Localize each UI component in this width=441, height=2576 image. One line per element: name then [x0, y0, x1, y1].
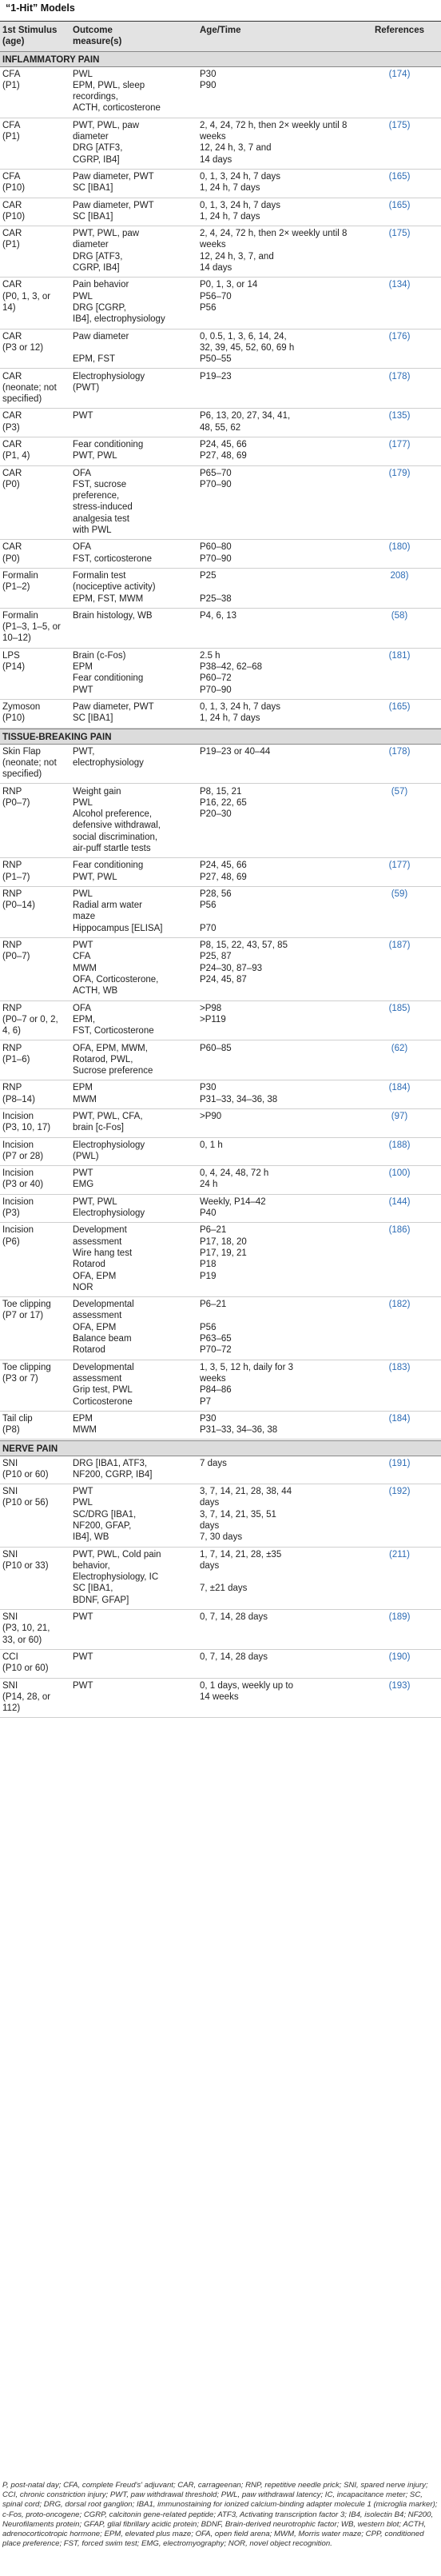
reference-link[interactable]: (177) — [388, 861, 411, 871]
reference-link[interactable]: (135) — [388, 411, 411, 421]
outcome-cell: Paw diameter, PWT SC [IBA1] — [73, 702, 154, 724]
stimulus-cell: SNI (P10 or 60) — [2, 1458, 49, 1480]
outcome-cell: PWT PWL SC/DRG [IBA1, NF200, GFAP, IB4], WB — [73, 1487, 137, 1543]
reference-link[interactable]: (193) — [388, 1680, 411, 1691]
table-row — [0, 226, 441, 278]
stimulus-cell: CAR (P0) — [2, 468, 22, 489]
stimulus-cell: CFA (P10) — [2, 172, 26, 194]
table-row — [0, 369, 441, 409]
table-row — [0, 329, 441, 369]
stimulus-cell: LPS (P14) — [2, 650, 26, 673]
reference-link[interactable]: (180) — [388, 542, 411, 553]
table-row — [0, 1297, 441, 1360]
reference-link[interactable]: (175) — [388, 229, 411, 239]
outcome-cell: Weight gain PWL Alcohol preference, defensive withdrawal, social discrimination, air-puff startle tests — [73, 786, 161, 853]
table-row — [0, 1456, 441, 1485]
stimulus-cell: Incision (P3) — [2, 1196, 34, 1219]
table-row — [0, 409, 441, 437]
table-row — [0, 1548, 441, 1611]
column-header: 1st Stimulus (age) — [2, 26, 58, 47]
reference-link[interactable]: (178) — [388, 746, 411, 757]
age-time-cell: P60–85 — [200, 1043, 232, 1053]
reference-link[interactable]: (185) — [388, 1003, 411, 1013]
age-time-cell: P30 P90 — [200, 69, 217, 90]
stimulus-cell: CAR (P10) — [2, 200, 26, 222]
age-time-cell: 0, 1 h — [200, 1140, 223, 1150]
table-row — [0, 887, 441, 938]
table-row — [0, 1412, 441, 1440]
age-time-cell: P6, 13, 20, 27, 34, 41, 48, 55, 62 — [200, 411, 291, 433]
stimulus-cell: RNP (P1–7) — [2, 861, 30, 882]
age-time-cell: 1, 7, 14, 21, 28, ±35 days 7, ±21 days — [200, 1549, 282, 1594]
age-time-cell: P8, 15, 21 P16, 22, 65 P20–30 — [200, 786, 247, 820]
reference-link[interactable]: (62) — [391, 1043, 408, 1053]
outcome-cell: Brain (c-Fos) EPM Fear conditioning PWT — [73, 650, 144, 695]
age-time-cell: 0, 1 days, weekly up to 14 weeks — [200, 1680, 293, 1702]
reference-link[interactable]: (190) — [388, 1652, 411, 1662]
age-time-cell: 3, 7, 14, 21, 28, 38, 44 days 3, 7, 14, 21, 35, 51 days 7, 30 days — [200, 1487, 292, 1543]
age-time-cell: P25 P25–38 — [200, 571, 232, 604]
outcome-cell: EPM MWM — [73, 1083, 97, 1104]
stimulus-cell: RNP (P0–7) — [2, 786, 30, 808]
reference-link[interactable]: (97) — [391, 1112, 408, 1121]
reference-link[interactable]: (57) — [391, 786, 408, 797]
age-time-cell: P65–70 P70–90 — [200, 468, 232, 489]
table-row — [0, 569, 441, 609]
outcome-cell: OFA FST, corticosterone — [73, 542, 153, 564]
stimulus-cell: Incision (P3 or 40) — [2, 1168, 44, 1190]
table-row — [0, 938, 441, 1001]
outcome-cell: OFA FST, sucrose preference, stress-induced analgesia test with PWL — [73, 468, 133, 536]
outcome-cell: Paw diameter, PWT SC [IBA1] — [73, 172, 154, 194]
stimulus-cell: Toe clipping (P7 or 17) — [2, 1300, 51, 1321]
age-time-cell: 1, 3, 5, 12 h, daily for 3 weeks P84–86 P7 — [200, 1362, 293, 1407]
stimulus-cell: CAR (neonate; not specified) — [2, 371, 57, 405]
column-header: Age/Time — [200, 26, 241, 35]
table-row — [0, 1679, 441, 1719]
table-row — [0, 1001, 441, 1041]
table-row — [0, 785, 441, 859]
stimulus-cell: CAR (P3 or 12) — [2, 331, 44, 353]
reference-link[interactable]: (189) — [388, 1612, 411, 1623]
reference-link[interactable]: (58) — [391, 610, 408, 621]
table-row — [0, 540, 441, 569]
outcome-cell: Developmental assessment Grip test, PWL Corticosterone — [73, 1362, 134, 1407]
stimulus-cell: SNI (P14, 28, or 112) — [2, 1680, 51, 1714]
outcome-cell: PWT — [73, 1652, 93, 1662]
outcome-cell: PWT — [73, 1680, 93, 1691]
age-time-cell: P28, 56 P56 P70 — [200, 889, 232, 933]
section-label: INFLAMMATORY PAIN — [2, 54, 100, 65]
age-time-cell: >P98 >P119 — [200, 1003, 226, 1024]
stimulus-cell: CAR (P1) — [2, 229, 22, 250]
stimulus-cell: Formalin (P1–3, 1–5, or 10–12) — [2, 610, 61, 644]
age-time-cell: P19–23 or 40–44 — [200, 746, 271, 757]
reference-link[interactable]: (134) — [388, 280, 411, 290]
stimulus-cell: CFA (P1) — [2, 120, 21, 142]
table-row — [0, 278, 441, 329]
section-label: NERVE PAIN — [2, 1444, 58, 1454]
age-time-cell: 2.5 h P38–42, 62–68 P60–72 P70–90 — [200, 650, 263, 695]
outcome-cell: DRG [IBA1, ATF3, NF200, CGRP, IB4] — [73, 1458, 153, 1480]
reference-link[interactable]: (192) — [388, 1487, 411, 1497]
stimulus-cell: RNP (P1–6) — [2, 1043, 30, 1064]
table-row — [0, 700, 441, 729]
stimulus-cell: Incision (P6) — [2, 1225, 34, 1247]
stimulus-cell: CAR (P1, 4) — [2, 440, 30, 461]
outcome-cell: PWL Radial arm water maze Hippocampus [ELISA] — [73, 889, 163, 933]
reference-link[interactable]: (59) — [391, 889, 408, 899]
outcome-cell: OFA, EPM, MWM, Rotarod, PWL, Sucrose preference — [73, 1043, 153, 1076]
outcome-cell: PWT CFA MWM OFA, Corticosterone, ACTH, WB — [73, 941, 159, 996]
age-time-cell: P19–23 — [200, 371, 232, 381]
outcome-cell: OFA EPM, FST, Corticosterone — [73, 1003, 154, 1036]
age-time-cell: P8, 15, 22, 43, 57, 85 P25, 87 P24–30, 87–93 P24, 45, 87 — [200, 941, 288, 984]
outcome-cell: Brain histology, WB — [73, 610, 153, 621]
section-header — [0, 729, 441, 745]
age-time-cell: P0, 1, 3, or 14 P56–70 P56 — [200, 280, 258, 313]
age-time-cell: P4, 6, 13 — [200, 610, 237, 621]
outcome-cell: Formalin test (nociceptive activity) EPM, FST, MWM — [73, 571, 156, 604]
reference-link[interactable]: (165) — [388, 200, 411, 210]
table-row — [0, 609, 441, 649]
section-header — [0, 51, 441, 67]
reference-link[interactable]: 208) — [390, 571, 409, 581]
stimulus-cell: Formalin (P1–2) — [2, 571, 38, 593]
outcome-cell: Development assessment Wire hang test Rotarod OFA, EPM NOR — [73, 1225, 133, 1292]
age-time-cell: >P90 — [200, 1112, 222, 1121]
table-row — [0, 1041, 441, 1081]
outcome-cell: PWT, PWL, CFA, brain [c-Fos] — [73, 1112, 143, 1133]
reference-link[interactable]: (182) — [388, 1300, 411, 1310]
section-header — [0, 1440, 441, 1456]
outcome-cell: Fear conditioning PWT, PWL — [73, 861, 144, 882]
stimulus-cell: Toe clipping (P3 or 7) — [2, 1362, 51, 1384]
table-row — [0, 118, 441, 170]
table-row — [0, 1166, 441, 1195]
outcome-cell: PWL EPM, PWL, sleep recordings, ACTH, corticosterone — [73, 69, 161, 114]
outcome-cell: PWT — [73, 411, 93, 421]
table-row — [0, 437, 441, 466]
outcome-cell: PWT, PWL, paw diameter DRG [ATF3, CGRP, IB4] — [73, 120, 140, 165]
outcome-cell: PWT, PWL, paw diameter DRG [ATF3, CGRP, IB4] — [73, 229, 140, 274]
stimulus-cell: RNP (P0–7 or 0, 2, 4, 6) — [2, 1003, 58, 1036]
age-time-cell: 0, 7, 14, 28 days — [200, 1612, 268, 1623]
stimulus-cell: RNP (P0–7) — [2, 941, 30, 962]
reference-link[interactable]: (184) — [388, 1413, 411, 1424]
models-table — [0, 21, 441, 1719]
age-time-cell: 0, 0.5, 1, 3, 6, 14, 24, 32, 39, 45, 52, 60, 69 h P50–55 — [200, 331, 295, 365]
age-time-cell: P6–21 P17, 18, 20 P17, 19, 21 P18 P19 — [200, 1225, 247, 1281]
age-time-cell: P24, 45, 66 P27, 48, 69 — [200, 861, 247, 882]
stimulus-cell: CCI (P10 or 60) — [2, 1652, 49, 1674]
age-time-cell: 0, 1, 3, 24 h, 7 days 1, 24 h, 7 days — [200, 172, 281, 194]
column-header: Outcome measure(s) — [73, 26, 122, 47]
outcome-cell: Fear conditioning PWT, PWL — [73, 440, 144, 461]
stimulus-cell: Tail clip (P8) — [2, 1413, 33, 1436]
outcome-cell: Developmental assessment OFA, EPM Balance beam Rotarod — [73, 1300, 134, 1356]
table-row — [0, 1610, 441, 1650]
reference-link[interactable]: (183) — [388, 1362, 411, 1372]
table-row — [0, 649, 441, 700]
stimulus-cell: Incision (P7 or 28) — [2, 1140, 44, 1161]
table-row — [0, 1223, 441, 1297]
stimulus-cell: CFA (P1) — [2, 69, 21, 90]
table-row — [0, 198, 441, 227]
table-row — [0, 1195, 441, 1224]
outcome-cell: PWT EMG — [73, 1168, 94, 1190]
table-row — [0, 858, 441, 887]
reference-link[interactable]: (175) — [388, 120, 411, 130]
outcome-cell: Paw diameter EPM, FST — [73, 331, 129, 365]
table-row — [0, 1080, 441, 1109]
age-time-cell: 0, 1, 3, 24 h, 7 days 1, 24 h, 7 days — [200, 702, 281, 724]
table-row — [0, 1109, 441, 1138]
outcome-cell: Electrophysiology (PWT) — [73, 371, 145, 393]
outcome-cell: EPM MWM — [73, 1413, 97, 1436]
age-time-cell: 2, 4, 24, 72 h, then 2× weekly until 8 weeks 12, 24 h, 3, 7, and 14 days — [200, 229, 348, 274]
age-time-cell: P60–80 P70–90 — [200, 542, 232, 564]
reference-link[interactable]: (186) — [388, 1225, 411, 1236]
reference-link[interactable]: (176) — [388, 331, 411, 341]
stimulus-cell: SNI (P10 or 56) — [2, 1487, 49, 1508]
outcome-cell: PWT, PWL Electrophysiology — [73, 1196, 145, 1219]
reference-link[interactable]: (178) — [388, 371, 411, 381]
stimulus-cell: SNI (P10 or 33) — [2, 1549, 49, 1571]
outcome-cell: PWT, electrophysiology — [73, 746, 144, 768]
age-time-cell: P30 P31–33, 34–36, 38 — [200, 1083, 278, 1104]
age-time-cell: 0, 7, 14, 28 days — [200, 1652, 268, 1662]
table-row — [0, 1138, 441, 1167]
outcome-cell: Paw diameter, PWT SC [IBA1] — [73, 200, 154, 222]
reference-link[interactable]: (187) — [388, 941, 411, 951]
table-title: “1-Hit” Models — [6, 2, 75, 14]
reference-link[interactable]: (100) — [388, 1168, 411, 1179]
stimulus-cell: SNI (P3, 10, 21, 33, or 60) — [2, 1612, 50, 1645]
column-header: References — [374, 26, 424, 35]
section-label: TISSUE-BREAKING PAIN — [2, 732, 112, 742]
stimulus-cell: Skin Flap (neonate; not specified) — [2, 746, 57, 780]
reference-link[interactable]: (184) — [388, 1083, 411, 1093]
stimulus-cell: RNP (P0–14) — [2, 889, 35, 911]
table-footnote: P, post-natal day; CFA, complete Freud's' adjuvant; CAR, carrageenan; RNP, repetitive needle prick; SNI, spared nerve injury; CCI, chronic constriction injury; PWT, paw withdrawal threshold; PWL, paw withdrawal latency; IC, incapacitance meter; SC, spinal cord; DRG, dorsal root ganglion; IBA1, immunostaining for ionized calcium-binding adapter molecule 1 (microglia marker); c-Fos, proto-oncogene; CGRP, calcitonin gene-related peptide; ATF3, Activating transcription factor 3; IB4, isolectin B4; NF200, Neurofilaments protein; GFAP, glial fibrillary acidic protein; BDNF, Brain-derived neurotrophic factor; WB, western blot; ACTH, adrenocorticotropic hormone; EPM, elevated plus maze; OFA, open field arena; MWM, Morris water maze; CPP, conditioned place preference; FST, forced swim test; EMG, electromyography; NOR, novel object recognition. — [2, 2481, 438, 2549]
reference-link[interactable]: (165) — [388, 172, 411, 182]
reference-link[interactable]: (174) — [388, 69, 411, 79]
reference-link[interactable]: (179) — [388, 468, 411, 478]
stimulus-cell: CAR (P0, 1, 3, or 14) — [2, 280, 51, 313]
age-time-cell: P30 P31–33, 34–36, 38 — [200, 1413, 278, 1436]
reference-link[interactable]: (211) — [389, 1549, 410, 1560]
outcome-cell: Electrophysiology (PWL) — [73, 1140, 145, 1161]
stimulus-cell: CAR (P0) — [2, 542, 22, 564]
age-time-cell: 7 days — [200, 1458, 227, 1468]
table-row — [0, 170, 441, 198]
table-header — [0, 21, 441, 52]
table-row — [0, 1650, 441, 1679]
age-time-cell: 0, 4, 24, 48, 72 h 24 h — [200, 1168, 269, 1190]
reference-link[interactable]: (165) — [388, 702, 411, 712]
stimulus-cell: Incision (P3, 10, 17) — [2, 1112, 51, 1133]
table-row — [0, 1360, 441, 1412]
stimulus-cell: Zymoson (P10) — [2, 702, 41, 724]
reference-link[interactable]: (188) — [388, 1140, 411, 1150]
table-row — [0, 745, 441, 785]
stimulus-cell: CAR (P3) — [2, 411, 22, 433]
reference-link[interactable]: (181) — [388, 650, 411, 661]
table-row — [0, 67, 441, 118]
outcome-cell: Pain behavior PWL DRG [CGRP, IB4], electrophysiology — [73, 280, 165, 325]
age-time-cell: 2, 4, 24, 72 h, then 2× weekly until 8 weeks 12, 24 h, 3, 7 and 14 days — [200, 120, 348, 165]
reference-link[interactable]: (191) — [388, 1458, 411, 1468]
table-row — [0, 466, 441, 541]
age-time-cell: P6–21 P56 P63–65 P70–72 — [200, 1300, 232, 1356]
age-time-cell: 0, 1, 3, 24 h, 7 days 1, 24 h, 7 days — [200, 200, 281, 222]
reference-link[interactable]: (177) — [388, 440, 411, 449]
outcome-cell: PWT — [73, 1612, 93, 1623]
table-row — [0, 1484, 441, 1548]
stimulus-cell: RNP (P8–14) — [2, 1083, 35, 1104]
reference-link[interactable]: (144) — [388, 1196, 411, 1207]
age-time-cell: Weekly, P14–42 P40 — [200, 1196, 266, 1219]
age-time-cell: P24, 45, 66 P27, 48, 69 — [200, 440, 247, 461]
outcome-cell: PWT, PWL, Cold pain behavior, Electrophysiology, IC SC [IBA1, BDNF, GFAP] — [73, 1549, 161, 1605]
